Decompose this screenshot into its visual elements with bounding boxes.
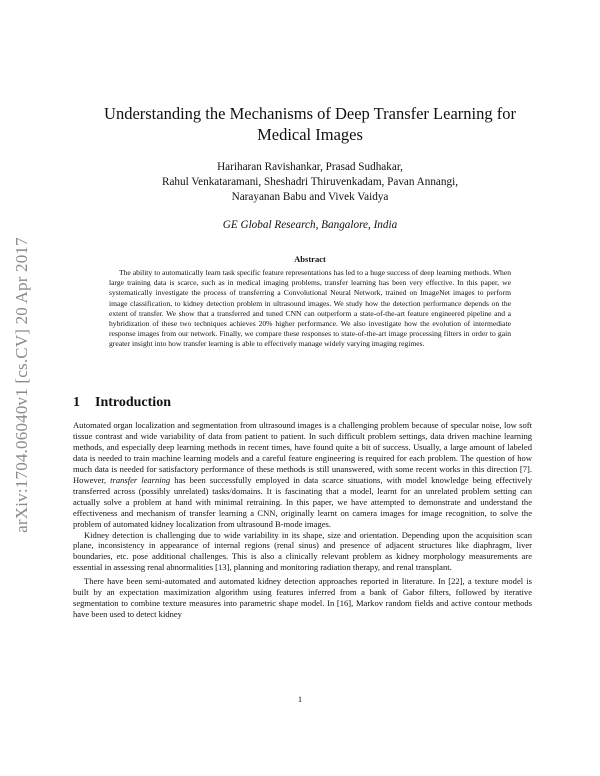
- author-affiliation: GE Global Research, Bangalore, India: [222, 219, 398, 231]
- author-list: [100, 160, 520, 205]
- author-line: Hariharan Ravishankar, Prasad Sudhakar,: [217, 161, 403, 173]
- section-heading-introduction: [73, 395, 373, 411]
- abstract-heading: Abstract: [294, 254, 326, 264]
- introduction-body: [73, 420, 532, 620]
- section-number: 1: [73, 395, 80, 410]
- author-line: Narayanan Babu and Vivek Vaidya: [231, 191, 389, 203]
- paragraph: There have been semi-automated and automated kidney detection approaches reported in literature. In [22], a texture model is built by an expectation maximization algorithm using features inferred from a bank of Gabor filters, followed by iterative segmentation to combine texture measures into parametric shape model. In [16], Markov random fields and active contour methods have been used to detect kidney: [73, 576, 532, 620]
- paragraph-text: has been successfully employed in data scarce situations, with model knowledge being effectively transferred across (possibly unrelated) tasks/domains. It is fascinating that a model, learnt for an unrelated problem setting can actually solve a problem at hand with minimal retraining. In this paper, we have attempted to demonstrate and understand the effectiveness and mechanism of transfer learning a CNN, originally learnt on camera images for image recognition, to solve the problem of automated kidney localization from ultrasound B-mode images.: [73, 474, 533, 529]
- page-number: 1: [297, 694, 303, 704]
- abstract-text: The ability to automatically learn task specific feature representations has led to a huge success of deep learning methods. When large training data is scarce, such as in medical imaging problems, transfer learning has been very effective. In this paper, we systematically investigate the process of transferring a Convolutional Neural Network, trained on ImageNet images to perform image classification, to kidney detection problem in ultrasound images. We study how the detection performance depends on the extent of transfer. We show that a transferred and tuned CNN can outperform a state-of-the-art feature engineered pipeline and a hybridization of these two techniques achieves 20% higher performance. We also investigate how the evolution of intermediate response images from our network. Finally, we compare these responses to state-of-the-art image processing filters in order to gain greater insight into how transfer learning is able to effectively manage widely varying imaging regimes.: [109, 268, 511, 349]
- paragraph: Kidney detection is challenging due to wide variability in its shape, size and orientation. Depending upon the acquisition scan plane, inconsistency in appearance of internal regions (renal sinus) and presence of adjacent structures like diaphragm, liver boundaries, etc. pose additional challenges. This is also a clinically relevant problem as kidney morphology measurements are essential in assessing renal abnormalities [13], planning and monitoring radiation therapy, and renal transplant.: [73, 529, 532, 573]
- arxiv-id-text: arXiv:1704.06040v1 [cs.CV] 20 Apr 2017: [12, 237, 32, 533]
- paragraph-text: Automated organ localization and segmentation from ultrasound images is a challenging problem because of specular noise, low soft tissue contrast and wide variability of data from patient to patient. In such difficult problem settings, data driven machine learning methods, and especially deep learning methods in recent times, have found quite a bit of success. Usually, a large amount of labeled data is needed to train machine learning models and a careful feature engineering is required for each problem. The question of how much data is needed for satisfactory performance of these methods is still unanswered, with some recent works in this direction [7]. However,: [73, 420, 532, 485]
- author-line: Rahul Venkataramani, Sheshadri Thiruvenkadam, Pavan Annangi,: [162, 176, 458, 188]
- paragraph: [73, 420, 532, 530]
- paper-title: Understanding the Mechanisms of Deep Transfer Learning for Medical Images: [104, 104, 516, 144]
- arxiv-identifier-stamp: [2, 190, 42, 580]
- emphasis-text: transfer learning: [110, 474, 171, 485]
- section-title: Introduction: [95, 395, 171, 410]
